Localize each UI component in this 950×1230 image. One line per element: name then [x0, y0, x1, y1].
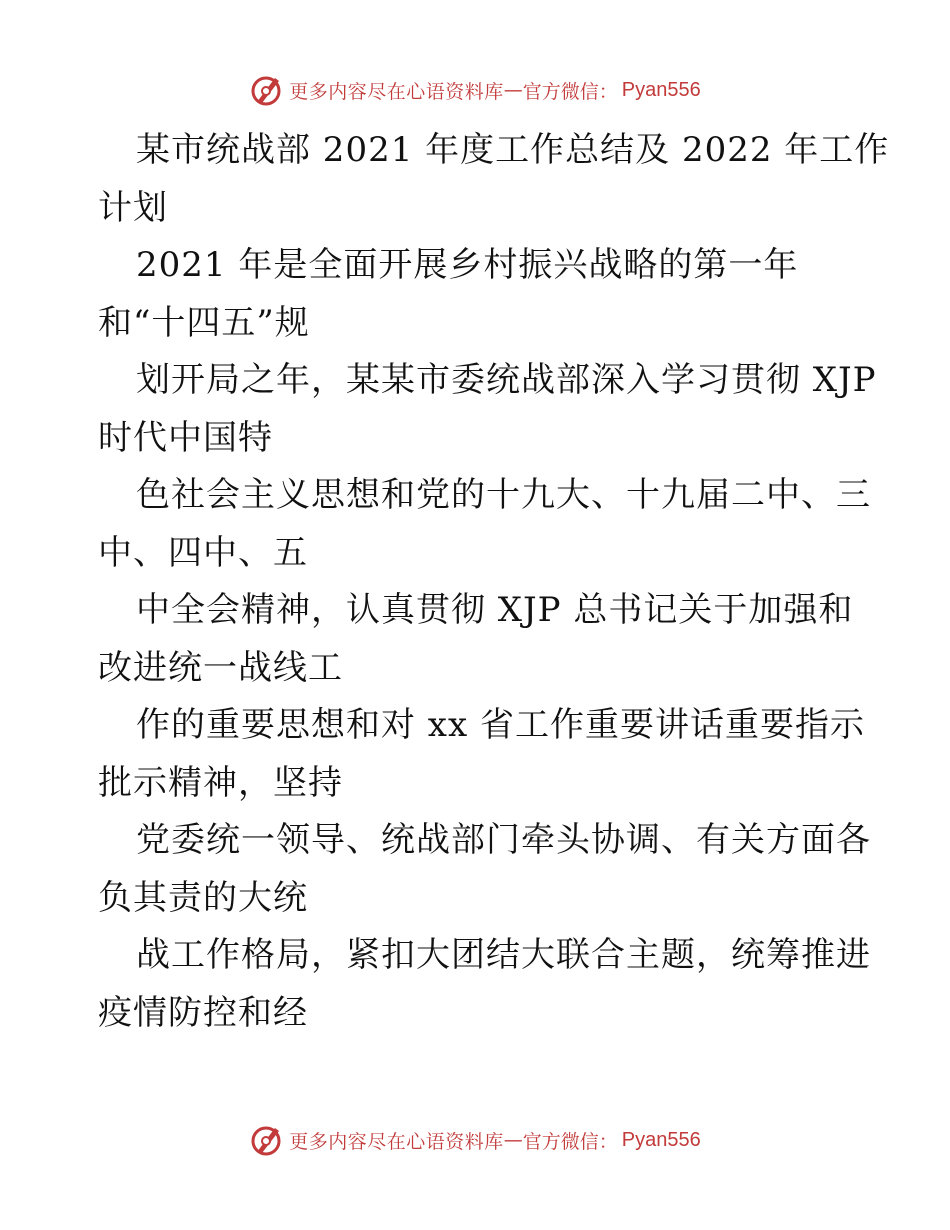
footer-banner — [0, 1120, 950, 1160]
quill-logo-icon — [249, 72, 285, 108]
footer-banner-text: 更多内容尽在心语资料库 — [289, 1130, 504, 1153]
doc-line: 改进统一战线工 — [98, 647, 343, 688]
header-separator: — — [503, 79, 523, 101]
doc-line: 时代中国特 — [98, 417, 273, 458]
doc-line: 战工作格局，紧扣大团结大联合主题，统筹推进 — [136, 935, 871, 975]
doc-line: 色社会主义思想和党的十九大、十九届二中、三 — [136, 475, 871, 515]
doc-line: 负其责的大统 — [98, 877, 308, 918]
doc-line: 作的重要思想和对 xx 省工作重要讲话重要指示 — [136, 705, 865, 745]
header-banner-text: 更多内容尽在心语资料库 — [289, 80, 504, 103]
doc-line: 批示精神，坚持 — [98, 762, 343, 803]
doc-line: 中、四中、五 — [98, 532, 308, 573]
doc-line: 和“十四五”规 — [98, 302, 310, 343]
doc-line: 中全会精神，认真贯彻 XJP 总书记关于加强和 — [136, 590, 854, 630]
header-wechat-id: Pyan556 — [621, 78, 701, 101]
footer-wechat-id: Pyan556 — [621, 1128, 701, 1151]
header-banner — [0, 70, 950, 110]
doc-line: 2021 年是全面开展乡村振兴战略的第一年 — [136, 245, 799, 285]
quill-logo-icon — [249, 1122, 285, 1158]
header-wechat-label: 官方微信： — [522, 80, 618, 103]
footer-wechat-label: 官方微信： — [522, 1130, 618, 1153]
footer-separator: — — [503, 1129, 523, 1151]
document-body — [98, 122, 890, 1042]
doc-line: 划开局之年，某某市委统战部深入学习贯彻 XJP — [136, 360, 877, 400]
doc-line: 党委统一领导、统战部门牵头协调、有关方面各 — [136, 820, 871, 860]
doc-line: 计划 — [98, 187, 168, 228]
doc-line: 疫情防控和经 — [98, 992, 308, 1033]
doc-line: 某市统战部 2021 年度工作总结及 2022 年工作 — [136, 130, 890, 170]
